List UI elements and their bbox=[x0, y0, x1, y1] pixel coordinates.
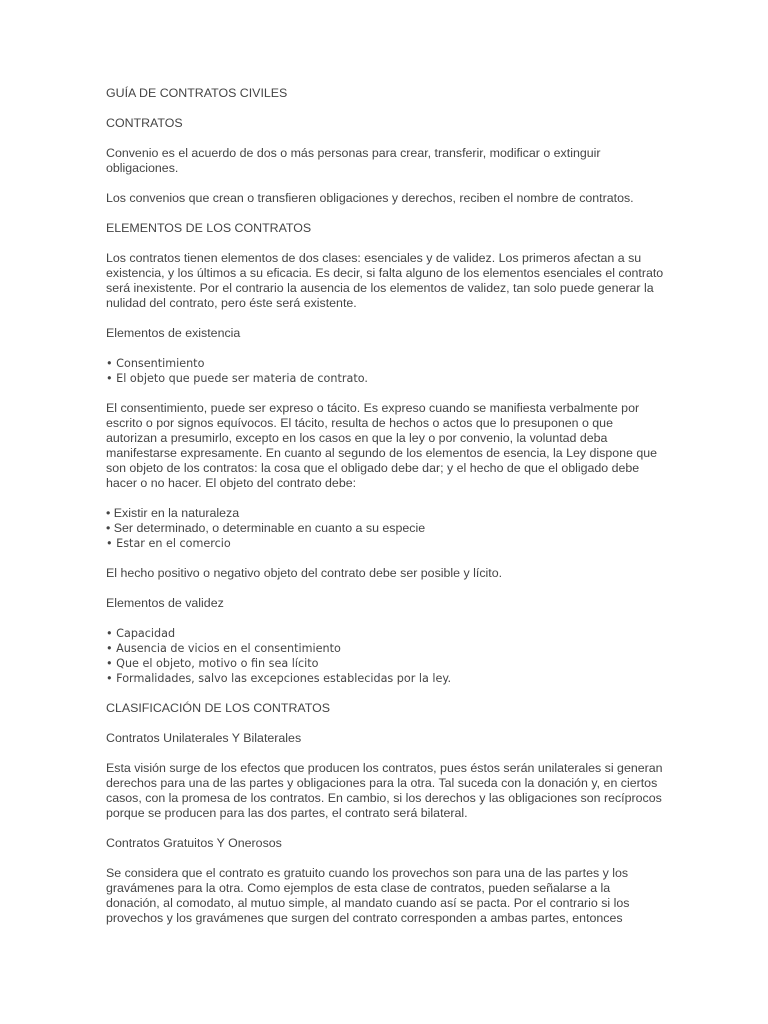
list-item: • El objeto que puede ser materia de contrato. bbox=[106, 371, 666, 386]
list-item: • Consentimiento bbox=[106, 356, 666, 371]
subheading-existencia: Elementos de existencia bbox=[106, 326, 241, 340]
list-item: • Formalidades, salvo las excepciones establecidas por la ley. bbox=[106, 671, 666, 686]
section-heading-elementos: ELEMENTOS DE LOS CONTRATOS bbox=[106, 221, 312, 235]
paragraph-gratuitos: Se considera que el contrato es gratuito cuando los provechos son para una de las partes y los gravámenes para la otra. Como ejemplos de esta clase de contratos, pueden señalarse a la donación, al comodato, al mutuo simple, al mandato cuando así se pacta. Por el contrario si los provechos y los gravámenes que surgen del contrato corresponden a ambas partes, entonces bbox=[106, 866, 630, 925]
document-page bbox=[106, 86, 666, 941]
subheading-validez: Elementos de validez bbox=[106, 596, 224, 610]
list-item: • Que el objeto, motivo o fin sea lícito bbox=[106, 656, 666, 671]
document-title: GUÍA DE CONTRATOS CIVILES bbox=[106, 86, 288, 100]
subheading-unilaterales: Contratos Unilaterales Y Bilaterales bbox=[106, 731, 302, 745]
list-validez bbox=[106, 626, 666, 686]
paragraph-convenio: Convenio es el acuerdo de dos o más personas para crear, transferir, modificar o extinguir obligaciones. bbox=[106, 146, 601, 175]
list-item: • Estar en el comercio bbox=[106, 536, 666, 551]
paragraph-elementos: Los contratos tienen elementos de dos clases: esenciales y de validez. Los primeros afectan a su existencia, y los últimos a su eficacia. Es decir, si falta alguno de los elementos esenciales el contrato será inexistente. Por el contrario la ausencia de los elementos de validez, tan solo puede generar la nulidad del contrato, pero éste será existente. bbox=[106, 251, 664, 310]
subheading-gratuitos: Contratos Gratuitos Y Onerosos bbox=[106, 836, 282, 850]
list-objeto bbox=[106, 506, 666, 551]
list-item: • Existir en la naturaleza bbox=[106, 506, 666, 521]
section-heading-contratos: CONTRATOS bbox=[106, 116, 183, 130]
list-item: • Capacidad bbox=[106, 626, 666, 641]
section-heading-clasificacion: CLASIFICACIÓN DE LOS CONTRATOS bbox=[106, 701, 330, 715]
list-existencia bbox=[106, 356, 666, 386]
paragraph-consentimiento: El consentimiento, puede ser expreso o tácito. Es expreso cuando se manifiesta verbalmente por escrito o por signos equívocos. El tácito, resulta de hechos o actos que lo presuponen o que autorizan a presumirlo, excepto en los casos en que la ley o por convenio, la voluntad deba manifestarse expresamente. En cuanto al segundo de los elementos de esencia, la Ley dispone que son objeto de los contratos: la cosa que el obligado debe dar; y el hecho de que el obligado debe hacer o no hacer. El objeto del contrato debe: bbox=[106, 401, 658, 490]
list-item: • Ausencia de vicios en el consentimiento bbox=[106, 641, 666, 656]
paragraph-convenios: Los convenios que crean o transfieren obligaciones y derechos, reciben el nombre de contratos. bbox=[106, 191, 634, 205]
paragraph-hecho: El hecho positivo o negativo objeto del contrato debe ser posible y lícito. bbox=[106, 566, 503, 580]
list-item: • Ser determinado, o determinable en cuanto a su especie bbox=[106, 521, 666, 536]
paragraph-unilaterales: Esta visión surge de los efectos que producen los contratos, pues éstos serán unilaterales si generan derechos para una de las partes y obligaciones para la otra. Tal suceda con la donación y, en ciertos casos, con la promesa de los contratos. En cambio, si los derechos y las obligaciones son recíprocos porque se producen para las dos partes, el contrato será bilateral. bbox=[106, 761, 663, 820]
